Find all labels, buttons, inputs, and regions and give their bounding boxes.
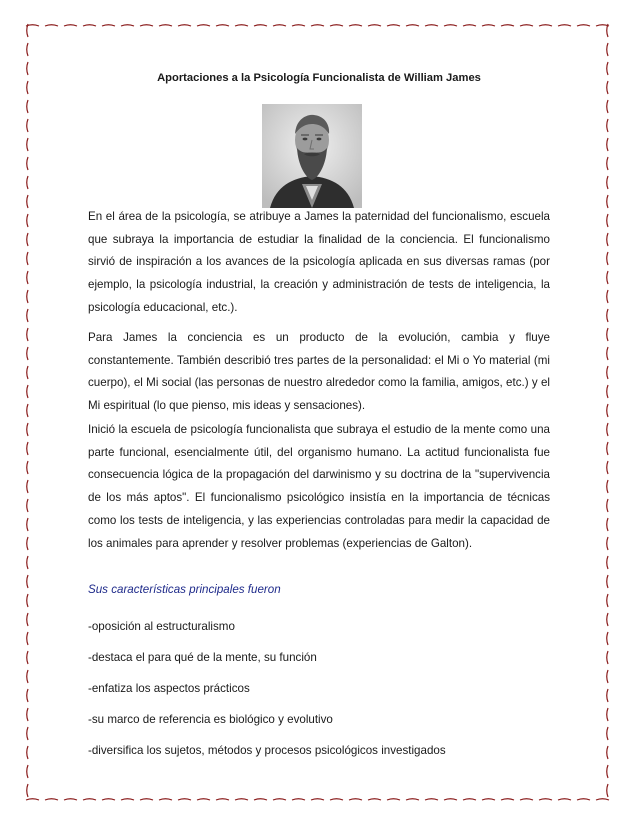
border-stroke (607, 157, 608, 170)
border-stroke (27, 309, 28, 322)
border-stroke (27, 670, 28, 683)
border-stroke (216, 25, 229, 26)
characteristics-heading: Sus características principales fueron (88, 583, 281, 596)
border-stroke (520, 799, 533, 800)
border-stroke (197, 799, 210, 800)
border-stroke (27, 24, 28, 37)
portrait-image (262, 104, 362, 208)
border-stroke (216, 799, 229, 800)
border-stroke (607, 651, 608, 664)
border-stroke (607, 556, 608, 569)
border-stroke (311, 799, 324, 800)
border-stroke (607, 404, 608, 417)
border-stroke (27, 43, 28, 56)
document-title: Aportaciones a la Psicología Funcionalista de William James (157, 72, 481, 84)
border-stroke (607, 366, 608, 379)
list-item: -enfatiza los aspectos prácticos (88, 682, 250, 695)
border-stroke (64, 25, 77, 26)
border-stroke (27, 727, 28, 740)
border-stroke (178, 25, 191, 26)
border-stroke (83, 25, 96, 26)
border-stroke (27, 518, 28, 531)
border-stroke (27, 651, 28, 664)
border-stroke (27, 195, 28, 208)
border-stroke (27, 499, 28, 512)
border-stroke (463, 799, 476, 800)
border-stroke (368, 799, 381, 800)
border-stroke (607, 689, 608, 702)
border-stroke (607, 423, 608, 436)
border-stroke (27, 613, 28, 626)
list-item: -destaca el para qué de la mente, su función (88, 651, 317, 664)
border-stroke (292, 25, 305, 26)
border-stroke (607, 632, 608, 645)
border-stroke (27, 366, 28, 379)
border-stroke (607, 670, 608, 683)
paragraph-1: En el área de la psicología, se atribuye a James la paternidad del funcionalismo, escuela que subraya la importancia de estudiar la finalidad de la conciencia. El funcionalismo sirvió de inspiración a los avances de la psicología aplicada en sus diversas ramas (por ejemplo, la psicología industrial, la creación y administración de tests de inteligencia, la psicología educacional, etc.). (88, 210, 550, 314)
border-stroke (311, 25, 324, 26)
border-stroke (607, 499, 608, 512)
paragraph-2: Para James la conciencia es un producto de la evolución, cambia y fluye constantemente. También describió tres partes de la personalidad: el Mi o Yo material (mi cuerpo), el Mi social (las personas de nuestro alrededor como la familia, amigos, etc.) y el Mi espiritual (lo que pienso, mis ideas y sensaciones). (88, 331, 550, 413)
border-stroke (482, 799, 495, 800)
border-stroke (558, 25, 571, 26)
border-stroke (501, 799, 514, 800)
border-stroke (27, 81, 28, 94)
border-stroke (406, 25, 419, 26)
border-stroke (45, 25, 58, 26)
border-stroke (64, 799, 77, 800)
border-stroke (27, 328, 28, 341)
border-stroke (27, 537, 28, 550)
border-stroke (27, 176, 28, 189)
border-stroke (27, 271, 28, 284)
border-stroke (501, 25, 514, 26)
border-stroke (27, 138, 28, 151)
border-stroke (406, 799, 419, 800)
border-stroke (140, 799, 153, 800)
border-stroke (121, 799, 134, 800)
border-stroke (27, 765, 28, 778)
border-stroke (349, 25, 362, 26)
border-stroke (27, 423, 28, 436)
border-stroke (539, 799, 552, 800)
border-stroke (463, 25, 476, 26)
border-stroke (607, 784, 608, 797)
border-stroke (607, 594, 608, 607)
border-stroke (607, 176, 608, 189)
border-stroke (83, 799, 96, 800)
border-stroke (607, 613, 608, 626)
border-stroke (140, 25, 153, 26)
border-stroke (607, 708, 608, 721)
border-stroke (607, 746, 608, 759)
border-stroke (607, 271, 608, 284)
border-stroke (26, 799, 39, 800)
border-stroke (607, 480, 608, 493)
border-stroke (577, 25, 590, 26)
border-stroke (607, 575, 608, 588)
border-stroke (444, 25, 457, 26)
border-stroke (330, 25, 343, 26)
border-stroke (607, 119, 608, 132)
border-stroke (27, 708, 28, 721)
list-item: -diversifica los sujetos, métodos y procesos psicológicos investigados (88, 744, 446, 757)
portrait-photo (262, 104, 362, 208)
border-stroke (607, 309, 608, 322)
border-stroke (159, 799, 172, 800)
border-stroke (27, 461, 28, 474)
border-stroke (607, 62, 608, 75)
border-stroke (235, 25, 248, 26)
border-stroke (27, 480, 28, 493)
border-stroke (607, 385, 608, 398)
list-item: -su marco de referencia es biológico y evolutivo (88, 713, 333, 726)
border-stroke (387, 25, 400, 26)
border-stroke (607, 81, 608, 94)
border-stroke (607, 214, 608, 227)
border-stroke (425, 25, 438, 26)
border-stroke (27, 442, 28, 455)
border-stroke (607, 765, 608, 778)
border-stroke (607, 290, 608, 303)
border-stroke (607, 252, 608, 265)
border-stroke (607, 328, 608, 341)
border-stroke (444, 799, 457, 800)
border-stroke (27, 556, 28, 569)
border-stroke (607, 195, 608, 208)
border-stroke (27, 62, 28, 75)
border-stroke (178, 799, 191, 800)
border-stroke (27, 157, 28, 170)
border-stroke (596, 799, 609, 800)
border-stroke (27, 290, 28, 303)
border-stroke (607, 138, 608, 151)
border-stroke (197, 25, 210, 26)
border-stroke (27, 404, 28, 417)
border-stroke (102, 799, 115, 800)
border-stroke (45, 799, 58, 800)
border-stroke (27, 594, 28, 607)
border-stroke (27, 347, 28, 360)
border-stroke (27, 632, 28, 645)
border-stroke (273, 799, 286, 800)
border-stroke (254, 25, 267, 26)
paragraph-3: Inició la escuela de psicología funcionalista que subraya el estudio de la mente como una parte funcional, esencialmente útil, del organismo humano. La actitud funcionalista fue consecuencia lógica de la propagación del darwinismo y su doctrina de la "supervivencia de los más aptos". El funcionalismo psicológico insistía en la importancia de técnicas como los tests de inteligencia, y las experiencias controladas para medir la capacidad de los animales para aprender y resolver problemas (experiencias de Galton). (88, 423, 550, 550)
border-stroke (425, 799, 438, 800)
border-stroke (27, 784, 28, 797)
border-stroke (159, 25, 172, 26)
border-stroke (558, 799, 571, 800)
border-stroke (607, 43, 608, 56)
border-stroke (520, 25, 533, 26)
border-stroke (27, 233, 28, 246)
border-stroke (607, 461, 608, 474)
border-stroke (607, 100, 608, 113)
border-stroke (27, 689, 28, 702)
border-stroke (27, 385, 28, 398)
border-stroke (27, 214, 28, 227)
border-stroke (607, 347, 608, 360)
border-stroke (607, 233, 608, 246)
border-stroke (27, 746, 28, 759)
border-stroke (273, 25, 286, 26)
border-stroke (539, 25, 552, 26)
border-stroke (607, 518, 608, 531)
border-stroke (27, 252, 28, 265)
border-stroke (387, 799, 400, 800)
border-stroke (27, 575, 28, 588)
border-stroke (607, 727, 608, 740)
border-stroke (349, 799, 362, 800)
border-stroke (292, 799, 305, 800)
border-stroke (482, 25, 495, 26)
border-stroke (235, 799, 248, 800)
border-stroke (102, 25, 115, 26)
border-stroke (607, 442, 608, 455)
border-stroke (254, 799, 267, 800)
border-stroke (368, 25, 381, 26)
border-stroke (577, 799, 590, 800)
list-item: -oposición al estructuralismo (88, 620, 235, 633)
border-stroke (121, 25, 134, 26)
border-stroke (27, 100, 28, 113)
border-stroke (330, 799, 343, 800)
border-stroke (607, 537, 608, 550)
border-stroke (27, 119, 28, 132)
border-stroke (607, 24, 608, 37)
